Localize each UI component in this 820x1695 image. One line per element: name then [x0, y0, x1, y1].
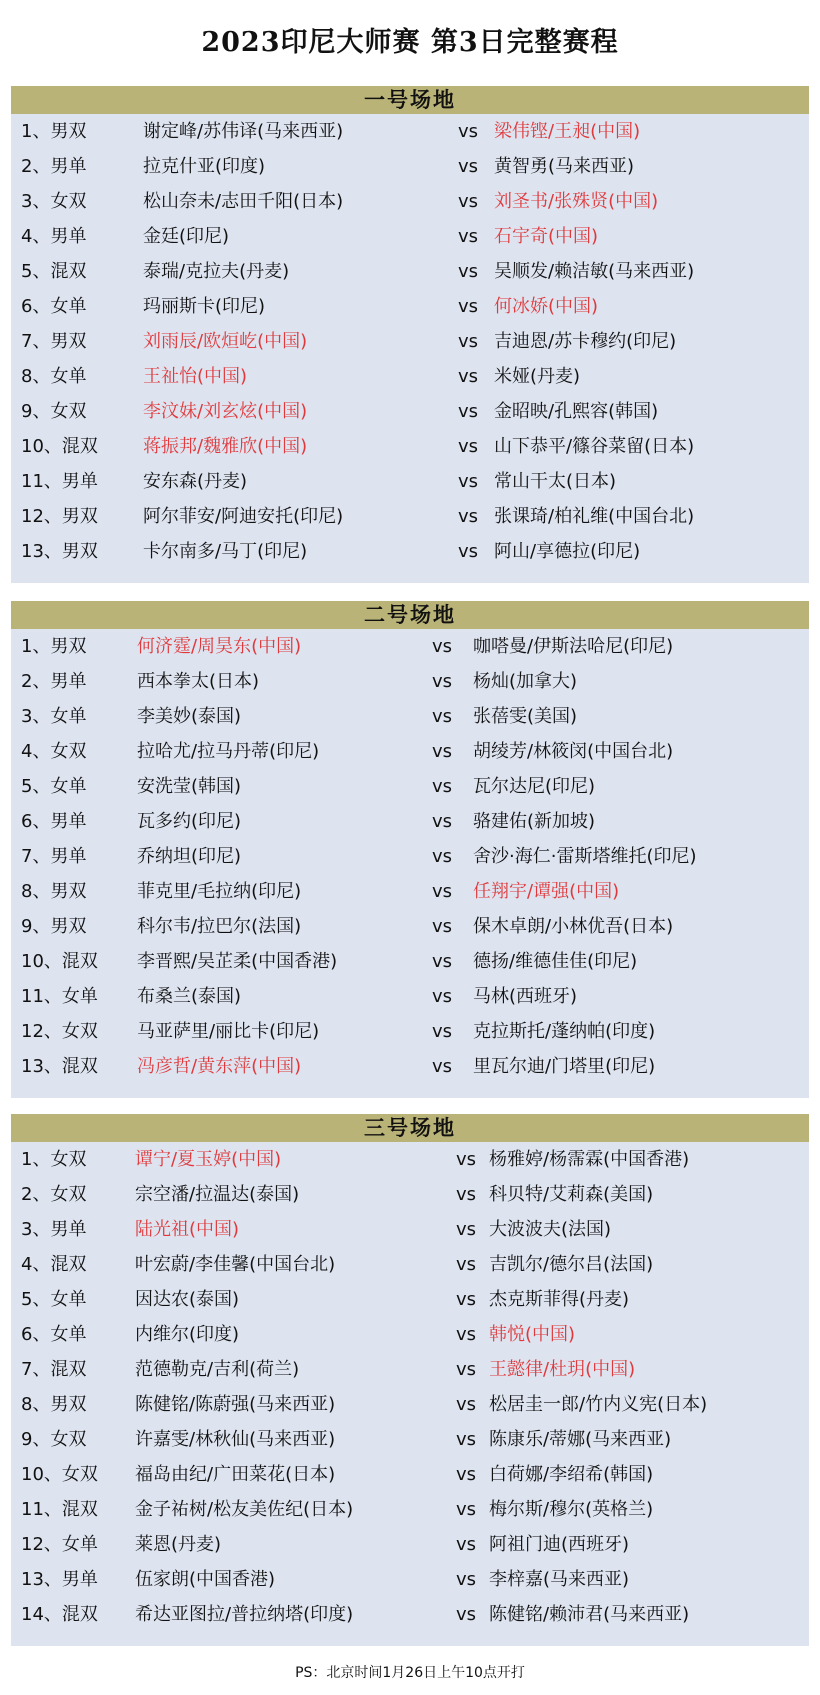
vs-label: vs: [456, 1604, 477, 1625]
match-number-event: 3、女单: [21, 706, 87, 727]
match-number-event: 10、混双: [21, 436, 98, 457]
match-number-event: 1、男双: [21, 636, 87, 657]
match-row: [11, 664, 809, 699]
player-a: 谢定峰/苏伟译(马来西亚): [143, 121, 344, 142]
vs-label: vs: [432, 1021, 453, 1042]
player-a: 金廷(印尼): [143, 226, 230, 247]
court-header: 二号场地: [11, 601, 809, 629]
match-number-event: 5、混双: [21, 261, 87, 282]
player-b: 常山干太(日本): [494, 471, 617, 492]
player-a: 卡尔南多/马丁(印尼): [143, 541, 308, 562]
match-number-event: 7、混双: [21, 1359, 87, 1380]
player-a: 李汶妹/刘玄炫(中国): [143, 401, 308, 422]
match-row: [11, 289, 809, 324]
player-b: 张蓓雯(美国): [473, 706, 578, 727]
player-b: 杰克斯菲得(丹麦): [489, 1289, 630, 1310]
match-number-event: 9、女双: [21, 401, 87, 422]
player-a: 许嘉雯/林秋仙(马来西亚): [135, 1429, 336, 1450]
vs-label: vs: [456, 1254, 477, 1275]
match-row: [11, 769, 809, 804]
court-3-section: [11, 1114, 809, 1646]
player-a: 谭宁/夏玉婷(中国): [135, 1149, 282, 1170]
player-a: 泰瑞/克拉夫(丹麦): [143, 261, 290, 282]
player-a: 安东森(丹麦): [143, 471, 248, 492]
match-row: [11, 734, 809, 769]
player-a: 王祉怡(中国): [143, 366, 248, 387]
footnote: PS：北京时间1月26日上午10点开打: [295, 1665, 525, 1681]
player-b: 松居圭一郎/竹内义宪(日本): [489, 1394, 708, 1415]
player-b: 咖嗒曼/伊斯法哈尼(印尼): [473, 636, 674, 657]
match-number-event: 4、男单: [21, 226, 87, 247]
player-a: 瓦多约(印尼): [137, 811, 242, 832]
match-row: [11, 1317, 809, 1352]
match-number-event: 12、女单: [21, 1534, 98, 1555]
player-a: 菲克里/毛拉纳(印尼): [137, 881, 302, 902]
player-b: 杨灿(加拿大): [473, 671, 578, 692]
match-number-event: 6、女单: [21, 296, 87, 317]
player-b: 任翔宇/谭强(中国): [473, 881, 620, 902]
player-b: 克拉斯托/蓬纳帕(印度): [473, 1021, 656, 1042]
player-b: 陈康乐/蒂娜(马来西亚): [489, 1429, 672, 1450]
player-b: 李梓嘉(马来西亚): [489, 1569, 630, 1590]
vs-label: vs: [458, 436, 479, 457]
vs-label: vs: [458, 331, 479, 352]
match-number-event: 7、男单: [21, 846, 87, 867]
match-row: [11, 114, 809, 149]
match-row: [11, 979, 809, 1014]
match-row: [11, 1282, 809, 1317]
match-row: [11, 324, 809, 359]
player-b: 舍沙·海仁·雷斯塔维托(印尼): [473, 846, 697, 867]
match-row: [11, 219, 809, 254]
match-row: [11, 149, 809, 184]
match-number-event: 6、男单: [21, 811, 87, 832]
vs-label: vs: [432, 671, 453, 692]
match-row: [11, 184, 809, 219]
vs-label: vs: [432, 951, 453, 972]
vs-label: vs: [458, 506, 479, 527]
match-row: [11, 1212, 809, 1247]
vs-label: vs: [456, 1324, 477, 1345]
match-row: [11, 1527, 809, 1562]
player-a: 马亚萨里/丽比卡(印尼): [137, 1021, 320, 1042]
vs-label: vs: [456, 1464, 477, 1485]
player-a: 范德勒克/吉利(荷兰): [135, 1359, 300, 1380]
player-b: 米娅(丹麦): [494, 366, 581, 387]
match-number-event: 5、女单: [21, 1289, 87, 1310]
player-b: 张课琦/柏礼维(中国台北): [494, 506, 695, 527]
player-b: 杨雅婷/杨霈霖(中国香港): [489, 1149, 690, 1170]
player-b: 吉凯尔/德尔吕(法国): [489, 1254, 654, 1275]
match-number-event: 8、男双: [21, 1394, 87, 1415]
vs-label: vs: [458, 471, 479, 492]
match-row: [11, 359, 809, 394]
match-number-event: 1、女双: [21, 1149, 87, 1170]
match-row: [11, 1457, 809, 1492]
player-b: 骆建佑(新加坡): [473, 811, 596, 832]
vs-label: vs: [432, 1056, 453, 1077]
match-row: [11, 1422, 809, 1457]
match-list: [11, 1142, 809, 1632]
match-number-event: 1、男双: [21, 121, 87, 142]
player-b: 德扬/维德佳佳(印尼): [473, 951, 638, 972]
vs-label: vs: [458, 121, 479, 142]
player-b: 白荷娜/李绍希(韩国): [489, 1464, 654, 1485]
match-row: [11, 1177, 809, 1212]
player-b: 黄智勇(马来西亚): [494, 156, 635, 177]
vs-label: vs: [432, 811, 453, 832]
match-row: [11, 534, 809, 569]
player-b: 金昭映/孔熙容(韩国): [494, 401, 659, 422]
player-a: 金子祐树/松友美佐纪(日本): [135, 1499, 354, 1520]
player-a: 叶宏蔚/李佳馨(中国台北): [135, 1254, 336, 1275]
match-number-event: 11、混双: [21, 1499, 98, 1520]
vs-label: vs: [456, 1429, 477, 1450]
player-a: 布桑兰(泰国): [137, 986, 242, 1007]
vs-label: vs: [456, 1219, 477, 1240]
match-number-event: 11、女单: [21, 986, 98, 1007]
match-row: [11, 804, 809, 839]
player-a: 松山奈未/志田千阳(日本): [143, 191, 344, 212]
player-a: 刘雨辰/欧烜屹(中国): [143, 331, 308, 352]
vs-label: vs: [456, 1499, 477, 1520]
vs-label: vs: [432, 636, 453, 657]
player-b: 胡绫芳/林筱闵(中国台北): [473, 741, 674, 762]
match-list: [11, 114, 809, 569]
court-header: 一号场地: [11, 86, 809, 114]
match-number-event: 14、混双: [21, 1604, 98, 1625]
player-a: 乔纳坦(印尼): [137, 846, 242, 867]
match-number-event: 12、男双: [21, 506, 98, 527]
match-number-event: 10、女双: [21, 1464, 98, 1485]
match-number-event: 6、女单: [21, 1324, 87, 1345]
player-a: 冯彦哲/黄东萍(中国): [137, 1056, 302, 1077]
player-b: 保木卓朗/小林优吾(日本): [473, 916, 674, 937]
match-number-event: 11、男单: [21, 471, 98, 492]
player-b: 阿祖门迪(西班牙): [489, 1534, 630, 1555]
match-number-event: 8、男双: [21, 881, 87, 902]
player-b: 阿山/享德拉(印尼): [494, 541, 641, 562]
vs-label: vs: [458, 226, 479, 247]
player-a: 陆光祖(中国): [135, 1219, 240, 1240]
match-number-event: 5、女单: [21, 776, 87, 797]
page-title: 2023印尼大师赛 第3日完整赛程: [201, 27, 619, 58]
player-a: 安洗莹(韩国): [137, 776, 242, 797]
player-a: 李美妙(泰国): [137, 706, 242, 727]
match-row: [11, 909, 809, 944]
player-a: 宗空潘/拉温达(泰国): [135, 1184, 300, 1205]
vs-label: vs: [432, 881, 453, 902]
player-a: 希达亚图拉/普拉纳塔(印度): [135, 1604, 354, 1625]
vs-label: vs: [432, 776, 453, 797]
match-row: [11, 254, 809, 289]
vs-label: vs: [432, 986, 453, 1007]
match-number-event: 10、混双: [21, 951, 98, 972]
match-number-event: 8、女单: [21, 366, 87, 387]
player-b: 马林(西班牙): [473, 986, 578, 1007]
vs-label: vs: [456, 1394, 477, 1415]
player-b: 韩悦(中国): [489, 1324, 576, 1345]
match-row: [11, 429, 809, 464]
player-a: 拉哈尤/拉马丹蒂(印尼): [137, 741, 320, 762]
match-number-event: 12、女双: [21, 1021, 98, 1042]
player-b: 大波波夫(法国): [489, 1219, 612, 1240]
match-number-event: 9、女双: [21, 1429, 87, 1450]
match-number-event: 9、男双: [21, 916, 87, 937]
player-a: 西本拳太(日本): [137, 671, 260, 692]
player-b: 梅尔斯/穆尔(英格兰): [489, 1499, 654, 1520]
player-b: 吉迪恩/苏卡穆约(印尼): [494, 331, 677, 352]
match-number-event: 7、男双: [21, 331, 87, 352]
match-row: [11, 1049, 809, 1084]
match-list: [11, 629, 809, 1084]
match-row: [11, 464, 809, 499]
player-b: 梁伟铿/王昶(中国): [494, 121, 641, 142]
match-number-event: 13、混双: [21, 1056, 98, 1077]
player-b: 石宇奇(中国): [494, 226, 599, 247]
vs-label: vs: [458, 296, 479, 317]
player-a: 伍家朗(中国香港): [135, 1569, 276, 1590]
match-number-event: 4、混双: [21, 1254, 87, 1275]
court-2-section: [11, 601, 809, 1098]
match-row: [11, 839, 809, 874]
player-b: 吴顺发/赖洁敏(马来西亚): [494, 261, 695, 282]
player-b: 陈健铭/赖沛君(马来西亚): [489, 1604, 690, 1625]
vs-label: vs: [456, 1359, 477, 1380]
match-row: [11, 699, 809, 734]
vs-label: vs: [432, 916, 453, 937]
player-a: 拉克什亚(印度): [143, 156, 266, 177]
court-header: 三号场地: [11, 1114, 809, 1142]
vs-label: vs: [456, 1569, 477, 1590]
vs-label: vs: [432, 846, 453, 867]
match-number-event: 3、女双: [21, 191, 87, 212]
vs-label: vs: [456, 1184, 477, 1205]
match-number-event: 13、男单: [21, 1569, 98, 1590]
vs-label: vs: [456, 1289, 477, 1310]
match-number-event: 2、男单: [21, 156, 87, 177]
vs-label: vs: [458, 541, 479, 562]
player-a: 因达农(泰国): [135, 1289, 240, 1310]
player-a: 陈健铭/陈蔚强(马来西亚): [135, 1394, 336, 1415]
player-a: 蒋振邦/魏雅欣(中国): [143, 436, 308, 457]
vs-label: vs: [458, 261, 479, 282]
player-b: 何冰娇(中国): [494, 296, 599, 317]
match-row: [11, 1387, 809, 1422]
match-row: [11, 1492, 809, 1527]
match-number-event: 2、女双: [21, 1184, 87, 1205]
court-1-section: [11, 86, 809, 583]
player-a: 何济霆/周昊东(中国): [137, 636, 302, 657]
player-b: 里瓦尔迪/门塔里(印尼): [473, 1056, 656, 1077]
player-a: 福岛由纪/广田菜花(日本): [135, 1464, 336, 1485]
match-row: [11, 1142, 809, 1177]
player-a: 李晋熙/吴芷柔(中国香港): [137, 951, 338, 972]
match-row: [11, 629, 809, 664]
player-b: 山下恭平/篠谷菜留(日本): [494, 436, 695, 457]
vs-label: vs: [458, 156, 479, 177]
match-number-event: 13、男双: [21, 541, 98, 562]
player-b: 科贝特/艾莉森(美国): [489, 1184, 654, 1205]
match-row: [11, 1562, 809, 1597]
match-row: [11, 499, 809, 534]
vs-label: vs: [458, 401, 479, 422]
match-row: [11, 944, 809, 979]
match-row: [11, 1597, 809, 1632]
match-number-event: 4、女双: [21, 741, 87, 762]
player-b: 刘圣书/张殊贤(中国): [494, 191, 659, 212]
match-row: [11, 1247, 809, 1282]
player-a: 玛丽斯卡(印尼): [143, 296, 266, 317]
vs-label: vs: [456, 1534, 477, 1555]
player-a: 阿尔菲安/阿迪安托(印尼): [143, 506, 344, 527]
match-number-event: 2、男单: [21, 671, 87, 692]
player-a: 内维尔(印度): [135, 1324, 240, 1345]
player-b: 王懿律/杜玥(中国): [489, 1359, 636, 1380]
vs-label: vs: [432, 741, 453, 762]
match-row: [11, 1014, 809, 1049]
vs-label: vs: [458, 191, 479, 212]
match-row: [11, 1352, 809, 1387]
vs-label: vs: [458, 366, 479, 387]
player-b: 瓦尔达尼(印尼): [473, 776, 596, 797]
match-number-event: 3、男单: [21, 1219, 87, 1240]
player-a: 莱恩(丹麦): [135, 1534, 222, 1555]
player-a: 科尔韦/拉巴尔(法国): [137, 916, 302, 937]
match-row: [11, 394, 809, 429]
match-row: [11, 874, 809, 909]
vs-label: vs: [432, 706, 453, 727]
vs-label: vs: [456, 1149, 477, 1170]
